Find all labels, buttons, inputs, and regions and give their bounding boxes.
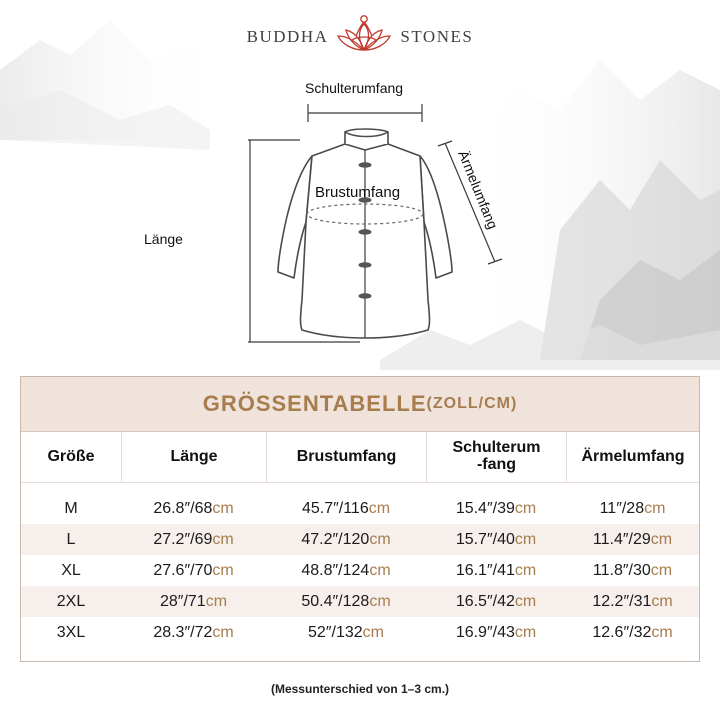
cell-sleeve-value: 12.6″/32 <box>592 623 652 641</box>
header-sleeve: Ärmelumfang <box>566 432 699 482</box>
cell-shoulder-value: 16.5″/42 <box>455 592 515 610</box>
cell-chest-value: 47.2″/120 <box>301 530 370 548</box>
shoulder-label: Schulterumfang <box>305 80 404 96</box>
cell-size: M <box>64 499 78 517</box>
table-row <box>21 555 699 586</box>
table-title-unit: (ZOLL/CM) <box>426 395 518 412</box>
cell-unit: cm <box>514 499 537 517</box>
cell-length <box>121 555 266 586</box>
cell-shoulder-value: 16.9″/43 <box>455 623 515 641</box>
cell-size: 3XL <box>56 623 86 641</box>
cell-length <box>121 493 266 524</box>
header-shoulder: Schulterum -fang <box>426 432 566 482</box>
cell-length-value: 27.2″/69 <box>153 530 213 548</box>
cell-chest-value: 48.8″/124 <box>301 561 370 579</box>
chest-label: Brustumfang <box>315 184 401 201</box>
cell-unit: cm <box>205 592 228 610</box>
cell-unit: cm <box>514 592 537 610</box>
cell-length <box>121 617 266 648</box>
cell-sleeve <box>566 555 699 586</box>
cell-unit: cm <box>212 561 234 579</box>
cell-length <box>121 524 266 555</box>
cell-unit: cm <box>650 530 673 548</box>
cell-size: XL <box>61 561 81 579</box>
cell-length-value: 28.3″/72 <box>153 623 213 641</box>
cell-shoulder <box>426 586 566 617</box>
table-title-text: GRÖSSENTABELLE <box>202 391 427 416</box>
cell-unit: cm <box>644 499 666 517</box>
cell-shoulder-value: 15.4″/39 <box>455 499 515 517</box>
cell-chest <box>266 555 426 586</box>
table-row <box>21 493 699 524</box>
cell-chest <box>266 524 426 555</box>
cell-size: L <box>66 530 76 548</box>
cell-unit: cm <box>212 499 234 517</box>
sleeve-label: Ärmelumfang <box>455 148 502 232</box>
header-length: Länge <box>121 432 266 482</box>
table-header-row <box>21 432 699 483</box>
cell-chest-value: 52″/132 <box>308 623 363 641</box>
table-grid <box>21 432 699 648</box>
cell-unit: cm <box>514 530 537 548</box>
table-row <box>21 524 699 555</box>
cell-chest <box>266 617 426 648</box>
cell-length-value: 27.6″/70 <box>153 561 213 579</box>
cell-unit: cm <box>368 499 391 517</box>
cell-sleeve-value: 11.8″/30 <box>592 561 651 579</box>
cell-shoulder-value: 15.7″/40 <box>455 530 515 548</box>
cell-chest <box>266 493 426 524</box>
cell-unit: cm <box>212 623 234 641</box>
header-chest: Brustumfang <box>266 432 426 482</box>
cell-shoulder <box>426 493 566 524</box>
brand-right-word: STONES <box>400 27 474 46</box>
cell-size: 2XL <box>56 592 86 610</box>
header-size: Größe <box>47 447 95 465</box>
table-row <box>21 617 699 648</box>
brand-left-word: BUDDHA <box>246 27 329 46</box>
cell-unit: cm <box>369 561 391 579</box>
cell-unit: cm <box>514 623 537 641</box>
cell-length <box>121 586 266 617</box>
cell-sleeve <box>566 617 699 648</box>
cell-chest-value: 45.7″/116 <box>301 499 369 517</box>
measurement-note: (Messunterschied von 1–3 cm.) <box>270 682 450 696</box>
cell-sleeve-value: 11″/28 <box>599 499 645 517</box>
cell-shoulder <box>426 617 566 648</box>
cell-unit: cm <box>650 561 673 579</box>
cell-shoulder <box>426 555 566 586</box>
cell-chest <box>266 586 426 617</box>
cell-sleeve-value: 11.4″/29 <box>592 530 651 548</box>
cell-unit: cm <box>651 592 673 610</box>
length-label: Länge <box>144 231 183 247</box>
cell-sleeve-value: 12.2″/31 <box>592 592 652 610</box>
cell-unit: cm <box>369 592 391 610</box>
cell-unit: cm <box>212 530 234 548</box>
cell-shoulder <box>426 524 566 555</box>
table-row <box>21 586 699 617</box>
cell-sleeve <box>566 524 699 555</box>
cell-sleeve <box>566 493 699 524</box>
cell-unit: cm <box>362 623 384 641</box>
cell-unit: cm <box>651 623 673 641</box>
cell-length-value: 26.8″/68 <box>153 499 213 517</box>
size-table <box>20 376 700 662</box>
cell-shoulder-value: 16.1″/41 <box>455 561 515 579</box>
cell-sleeve <box>566 586 699 617</box>
cell-unit: cm <box>514 561 537 579</box>
cell-chest-value: 50.4″/128 <box>301 592 370 610</box>
table-title <box>21 377 699 432</box>
cell-unit: cm <box>369 530 391 548</box>
cell-length-value: 28″/71 <box>159 592 206 610</box>
